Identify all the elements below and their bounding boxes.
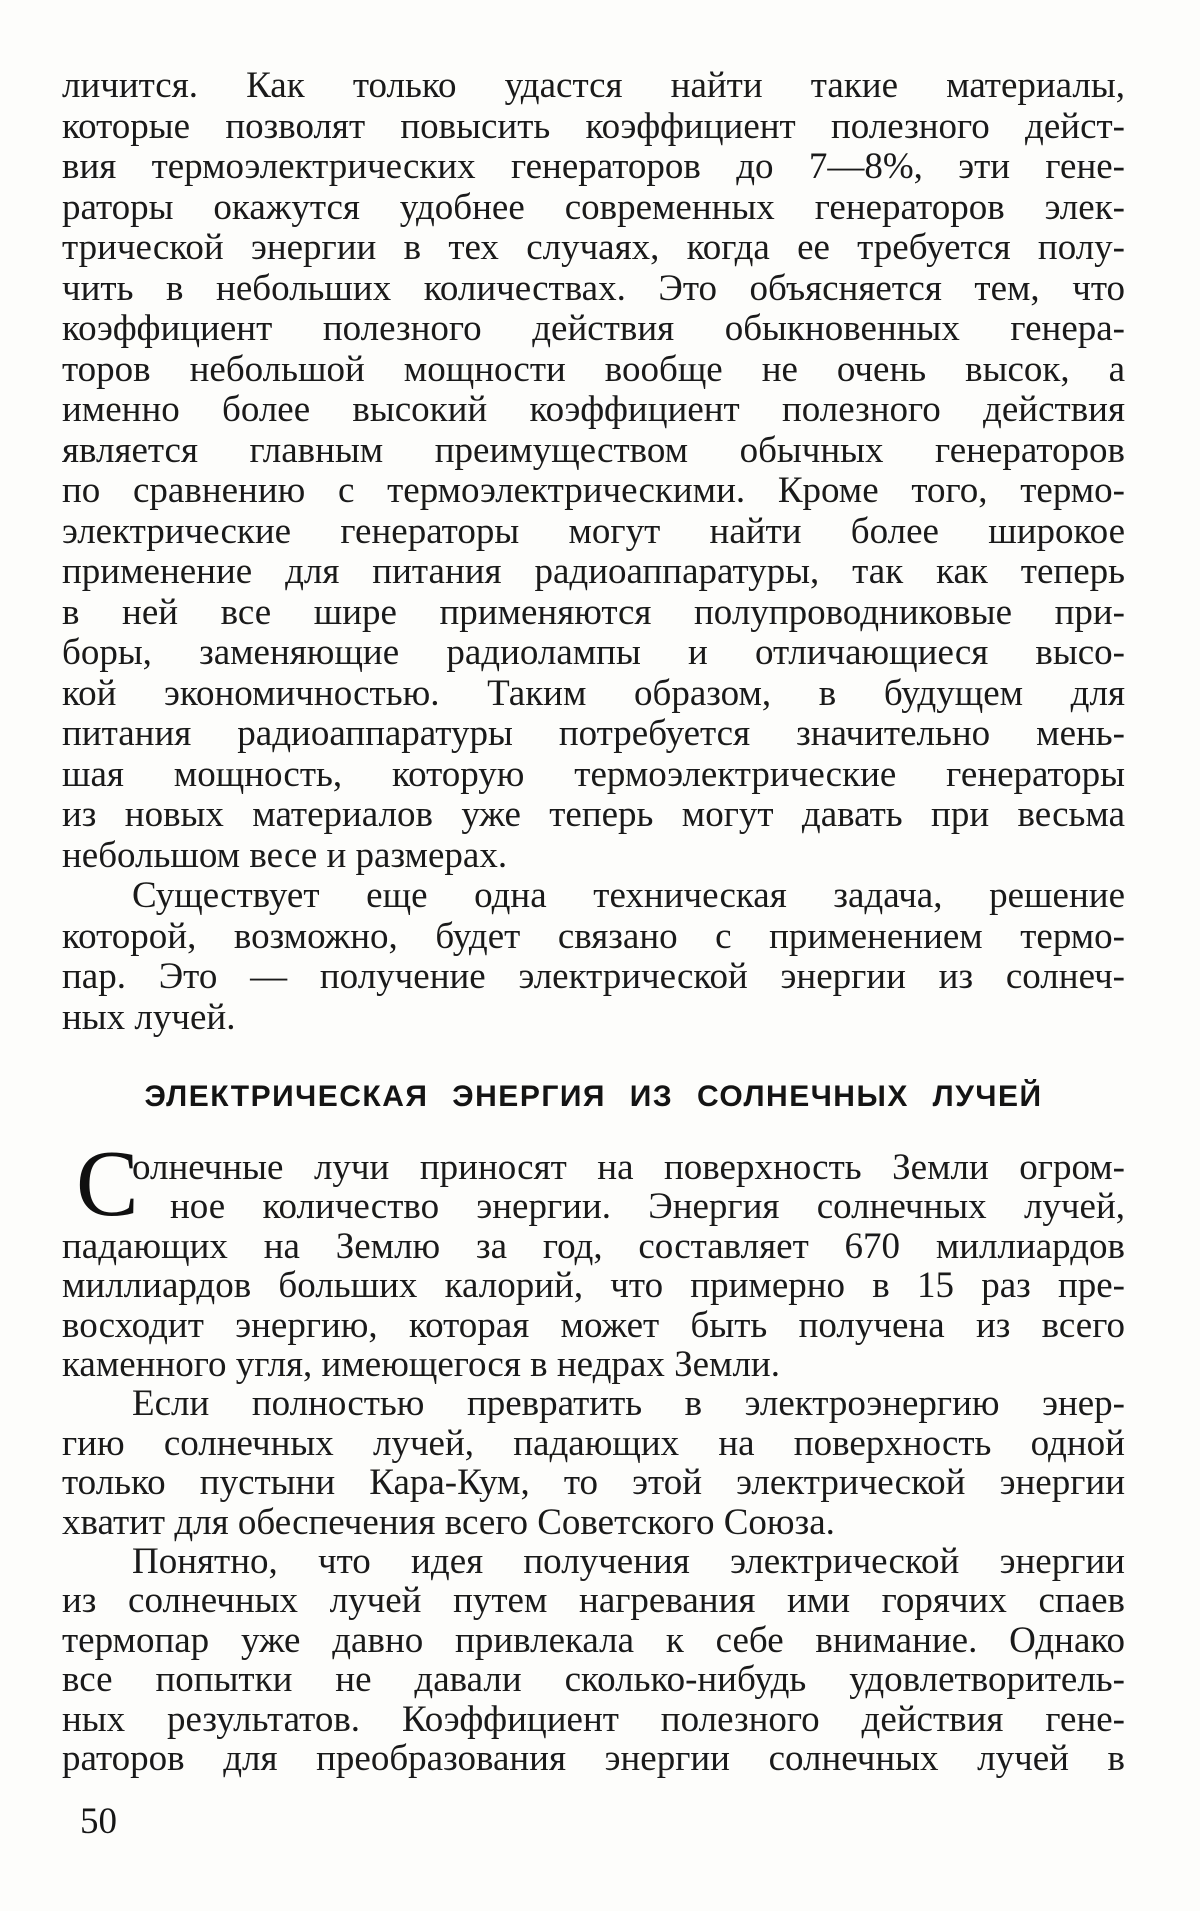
text-line: личится. Как только удастся найти такие материалы, xyxy=(62,65,1125,106)
text-line: чить в небольших количествах. Это объясняется тем, что xyxy=(62,267,1125,309)
text-line: боры, заменяющие радиолампы и отличающиеся высо- xyxy=(62,632,1125,673)
text-line: электрические генераторы могут найти более широкое xyxy=(62,510,1125,552)
section-heading: ЭЛЕКТРИЧЕСКАЯ ЭНЕРГИЯ ИЗ СОЛНЕЧНЫХ ЛУЧЕЙ xyxy=(144,1080,1043,1113)
text-line: именно более высокий коэффициент полезного действия xyxy=(62,389,1125,430)
text-line: олнечные лучи приносят на поверхность Земли огром- xyxy=(132,1147,1125,1188)
text-line: по сравнению с термоэлектрическими. Кроме того, термо- xyxy=(62,470,1125,511)
text-line: ное количество энергии. Энергия солнечных лучей, xyxy=(170,1186,1125,1228)
text-line: ных результатов. Коэффициент полезного действия гене- xyxy=(62,1698,1125,1740)
text-line: восходит энергию, которая может быть получена из всего xyxy=(62,1304,1125,1346)
text-line: шая мощность, которую термоэлектрические генераторы xyxy=(62,753,1125,795)
text-line: коэффициент полезного действия обыкновенных генера- xyxy=(62,308,1125,349)
text-line: термопар уже давно привлекала к себе внимание. Однако xyxy=(62,1619,1125,1661)
text-line: из новых материалов уже теперь могут давать при весьма xyxy=(62,794,1125,835)
text-line: кой экономичностью. Таким образом, в будущем для xyxy=(62,672,1125,714)
text-line: хватит для обеспечения всего Советского Союза. xyxy=(62,1501,835,1543)
text-line: в ней все шире применяются полупроводниковые при- xyxy=(62,591,1125,633)
text-line: которые позволят повысить коэффициент полезного дейст- xyxy=(62,105,1125,147)
paragraph-block-solar xyxy=(62,1132,1125,1780)
text-line: раторов для преобразования энергии солнечных лучей в xyxy=(62,1738,1125,1780)
text-line: Понятно, что идея получения электрической энергии xyxy=(132,1541,1125,1583)
text-line: небольшом весе и размерах. xyxy=(62,834,508,876)
text-line: каменного угля, имеющегося в недрах Земли. xyxy=(62,1344,780,1386)
text-line: пар. Это — получение электрической энергии из солнеч- xyxy=(62,956,1125,997)
text-line: гию солнечных лучей, падающих на поверхность одной xyxy=(62,1422,1125,1464)
text-line: только пустыни Кара-Кум, то этой электрической энергии xyxy=(62,1462,1125,1504)
text-line: является главным преимуществом обычных генераторов xyxy=(62,429,1125,471)
text-line: трической энергии в тех случаях, когда ее требуется полу- xyxy=(62,227,1125,268)
page-number: 50 xyxy=(80,1801,117,1842)
text-line: Если полностью превратить в электроэнергию энер- xyxy=(132,1383,1125,1425)
text-line: падающих на Землю за год, составляет 670 миллиардов xyxy=(62,1225,1125,1267)
text-line: ных лучей. xyxy=(62,996,236,1038)
drop-cap-letter: С xyxy=(76,1132,139,1236)
text-line: из солнечных лучей путем нагревания ими горячих спаев xyxy=(62,1580,1125,1622)
text-line: Существует еще одна техническая задача, решение xyxy=(132,875,1125,916)
text-line: которой, возможно, будет связано с применением термо- xyxy=(62,915,1125,957)
text-line: применение для питания радиоаппаратуры, так как теперь xyxy=(62,551,1125,592)
text-line: все попытки не давали сколько-нибудь удовлетворитель- xyxy=(62,1659,1125,1701)
paragraph-block-top xyxy=(62,66,1125,1038)
text-line: вия термоэлектрических генераторов до 7—8%, эти гене- xyxy=(62,146,1125,187)
text-line: торов небольшой мощности вообще не очень высок, а xyxy=(62,348,1125,390)
text-line: питания радиоаппаратуры потребуется значительно мень- xyxy=(62,713,1125,754)
text-line: раторы окажутся удобнее современных генераторов элек- xyxy=(62,186,1125,228)
text-line: миллиардов больших калорий, что примерно в 15 раз пре- xyxy=(62,1265,1125,1307)
